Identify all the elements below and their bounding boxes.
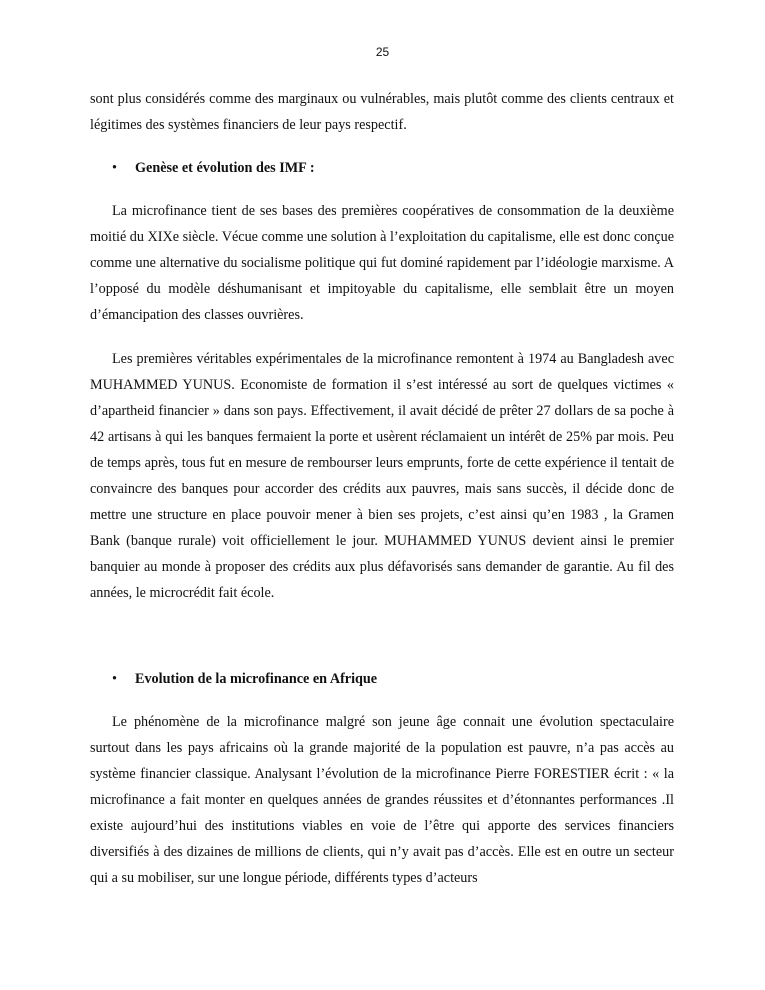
section-heading-genese bbox=[90, 155, 674, 181]
paragraph-origins: La microfinance tient de ses bases des premières coopératives de consommation de la deuxième moitié du XIXe siècle. Vécue comme une solution à l’exploitation du capitalisme, elle est donc conçue comme une alternative du socialisme politique qui fut dominé rapidement par l’idéologie marxisme. A l’opposé du modèle déshumanisant et impitoyable du capitalisme, elle semblait être un moyen d’émancipation des classes ouvrières. bbox=[90, 203, 675, 323]
document-body bbox=[90, 86, 674, 891]
paragraph-yunus: Les premières véritables expérimentales de la microfinance remontent à 1974 au Bangladesh avec MUHAMMED YUNUS. Economiste de formation il s’est intéressé au sort de quelques victimes « d’apartheid financier » dans son pays. Effectivement, il avait décidé de prêter 27 dollars de sa poche à 42 artisans à qui les banques fermaient la porte et usèrent réclamaient un intérêt de 25% par mois. Peu de temps après, tous fut en mesure de rembourser leurs emprunts, forte de cette expérience il tentait de convaincre des banques pour accorder des crédits aux pauvres, mais sans succès, il décide donc de mettre une structure en place pouvoir mener à bien ses projets, c’est ainsi qu’en 1983 , la Gramen Bank (banque rurale) voit officiellement le jour. MUHAMMED YUNUS devient ainsi le premier banquier au monde à proposer des crédits aux plus défavorisés sans demander de garantie. Au fil des années, le microcrédit fait école. bbox=[90, 351, 674, 601]
section-heading-afrique-text: Evolution de la microfinance en Afrique bbox=[135, 671, 378, 687]
bullet-icon: • bbox=[112, 160, 117, 176]
section-heading-afrique bbox=[90, 666, 674, 692]
intro-paragraph: sont plus considérés comme des marginaux ou vulnérables, mais plutôt comme des clients centraux et légitimes des systèmes financiers de leur pays respectif. bbox=[90, 91, 674, 133]
section-heading-genese-text: Genèse et évolution des IMF : bbox=[135, 160, 315, 176]
paragraph-afrique: Le phénomène de la microfinance malgré son jeune âge connait une évolution spectaculaire surtout dans les pays africains où la grande majorité de la population est pauvre, n’a pas accès au système financier classique. Analysant l’évolution de la microfinance Pierre FORESTIER écrit : « la microfinance a fait monter en quelques années de grandes réussites et d’étonnantes performances .Il existe aujourd’hui des institutions viables en voie de l’être qui apporte des services financiers diversifiés à des dizaines de millions de clients, qui n’y avait pas d’accès. Elle est en outre un secteur qui a su mobiliser, sur une longue période, différents types d’acteurs bbox=[90, 714, 674, 886]
bullet-icon: • bbox=[112, 671, 117, 687]
page-number: 25 bbox=[375, 45, 390, 59]
